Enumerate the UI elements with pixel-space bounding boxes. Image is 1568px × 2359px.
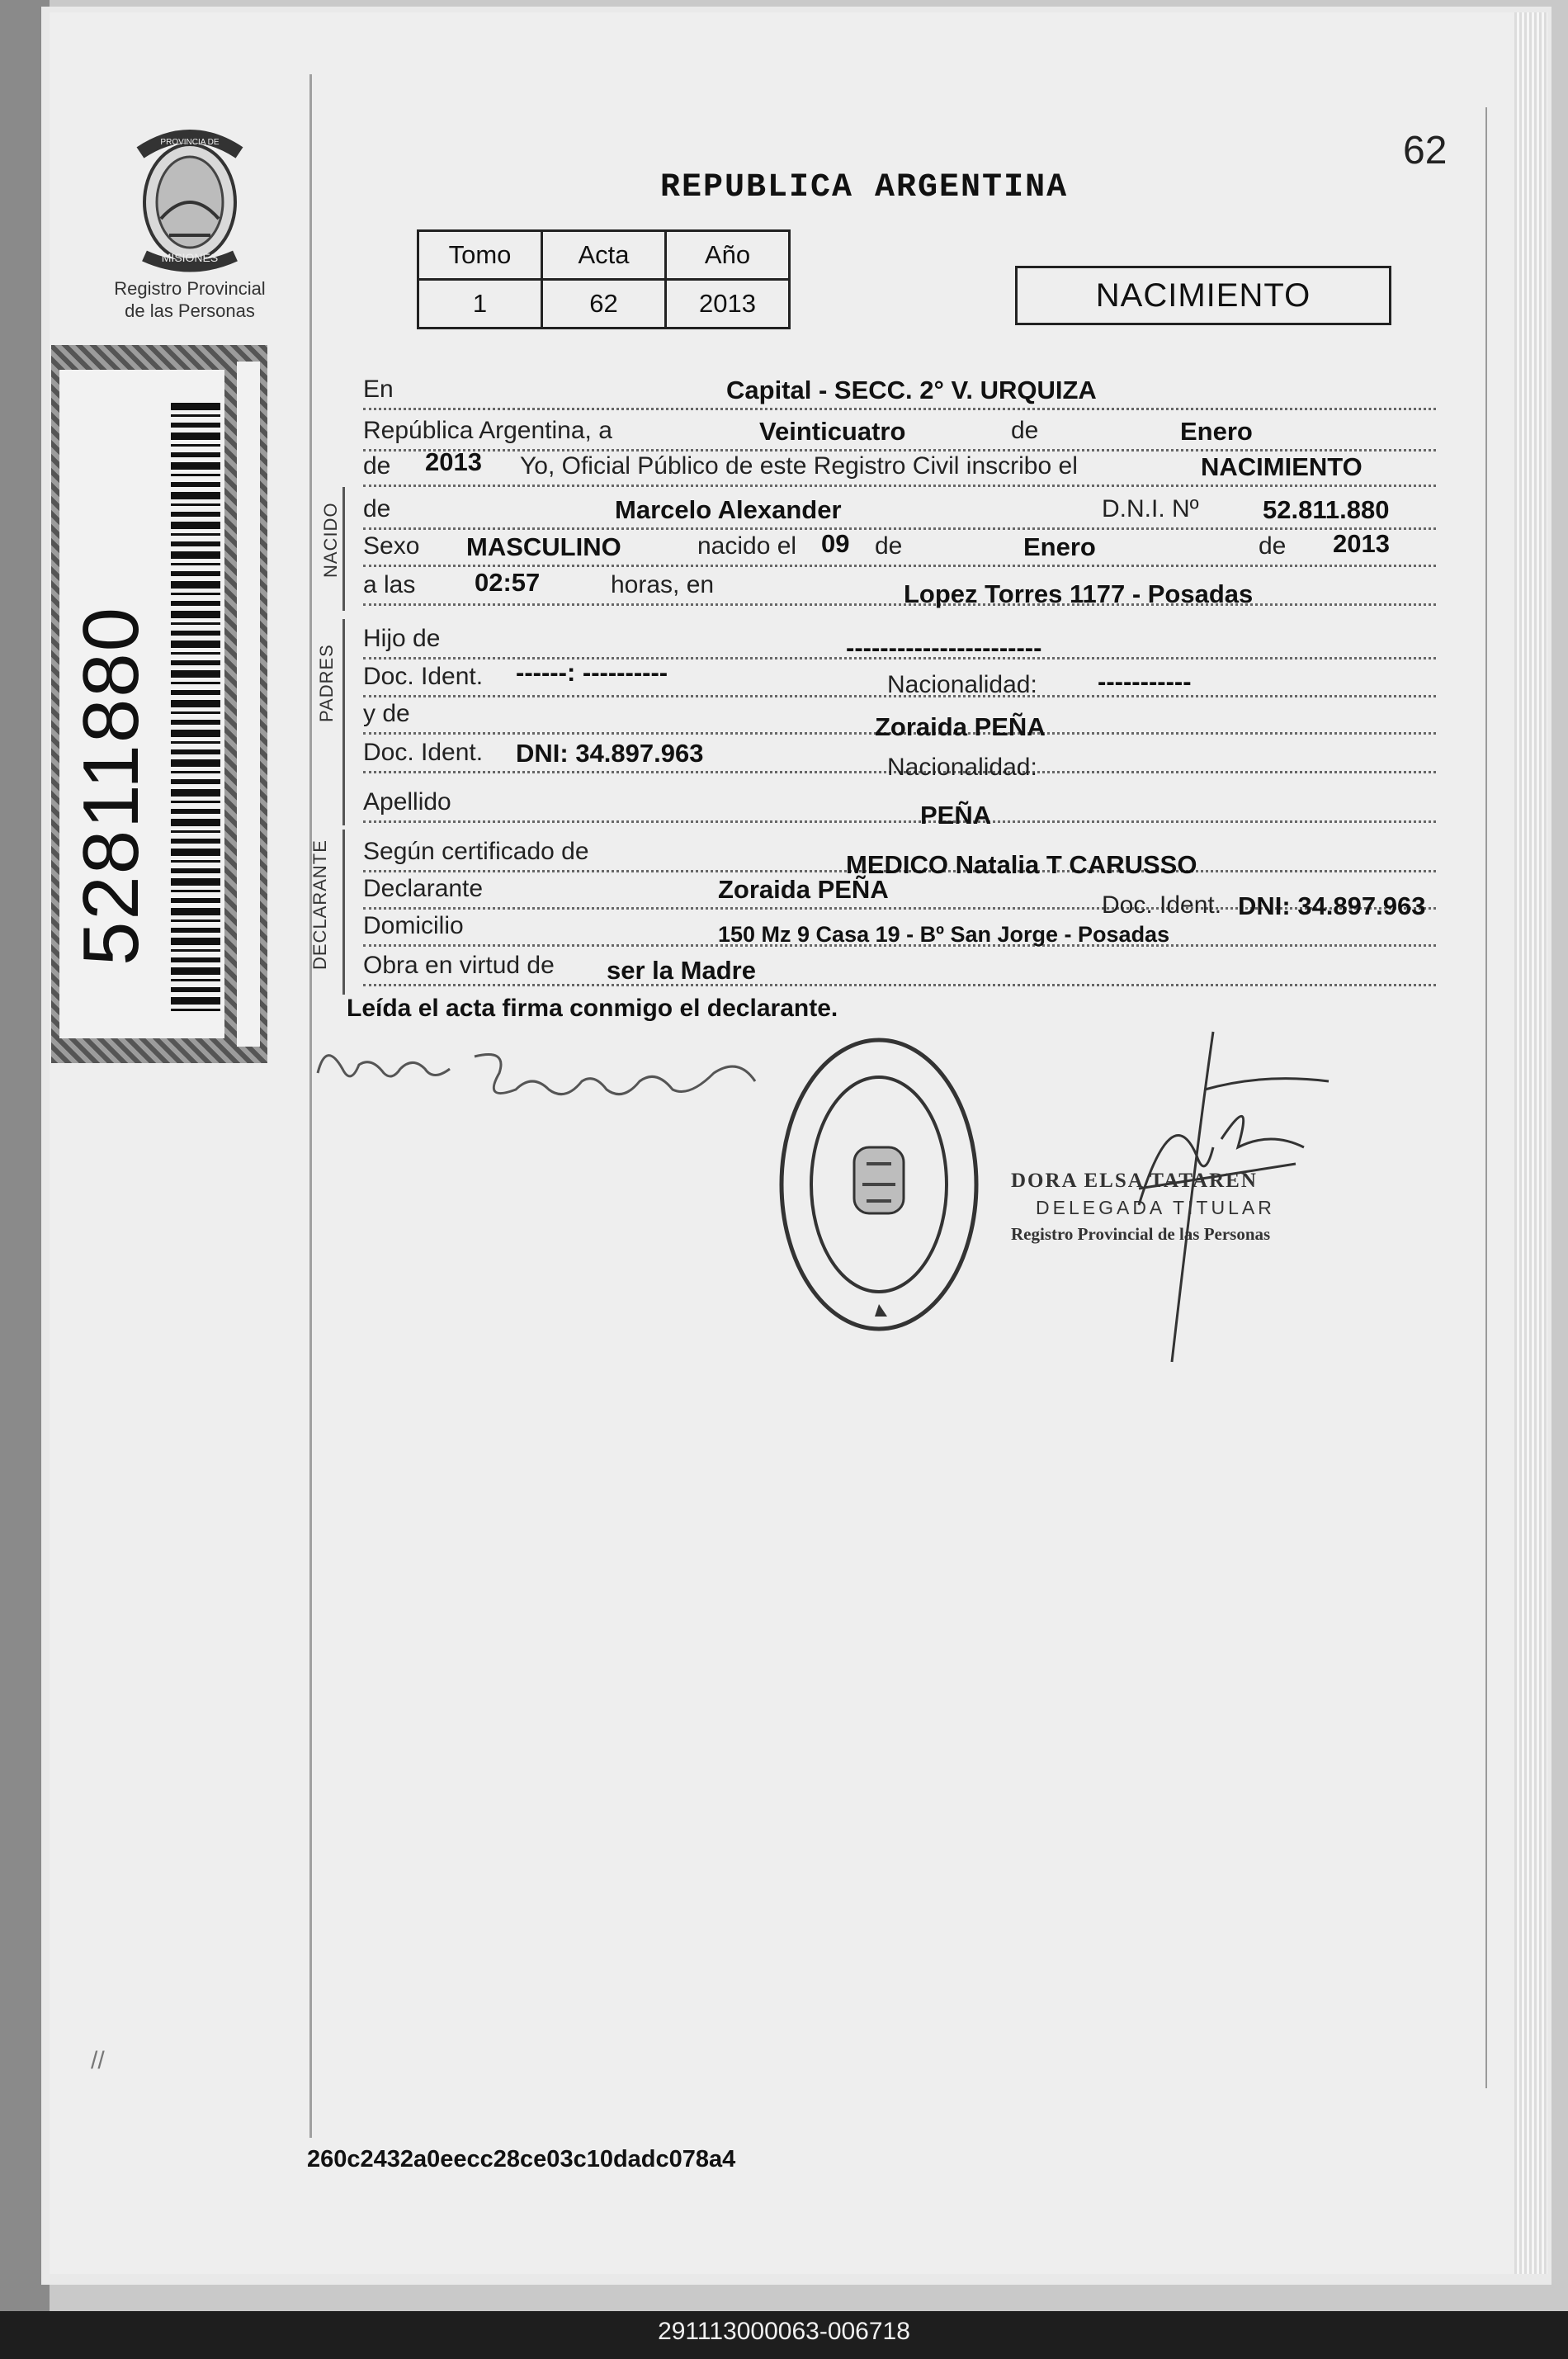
svg-text:PROVINCIA DE: PROVINCIA DE xyxy=(160,138,220,147)
label-segun: Según certificado de xyxy=(363,838,589,865)
document-title: REPUBLICA ARGENTINA xyxy=(660,169,1069,206)
value-nacido-dia: 09 xyxy=(821,529,850,558)
value-hora: 02:57 xyxy=(475,568,541,597)
nacido-section-line xyxy=(342,487,345,611)
value-inscribo: NACIMIENTO xyxy=(1201,452,1363,481)
value-mes: Enero xyxy=(1180,417,1253,446)
margin-mark: // xyxy=(91,2047,105,2074)
value-nombre: Marcelo Alexander xyxy=(615,495,842,524)
label-nac1: Nacionalidad: xyxy=(887,671,1037,698)
value-dia: Veinticuatro xyxy=(759,417,906,446)
misiones-emblem-icon xyxy=(128,120,252,272)
right-margin-line xyxy=(1485,107,1487,2088)
label-oficial: Yo, Oficial Público de este Registro Civil inscribo el xyxy=(520,452,1078,480)
value-obra: ser la Madre xyxy=(607,956,756,985)
barcode-bars xyxy=(171,403,220,1014)
row-domicilio xyxy=(363,912,1436,950)
value-nacido-anio: 2013 xyxy=(1333,529,1390,558)
value-doc1: ------: ---------- xyxy=(516,658,668,687)
value-segun: MEDICO Natalia T CARUSSO xyxy=(846,850,1197,879)
value-hijo: ----------------------- xyxy=(846,633,1042,662)
table-header: Año xyxy=(666,231,790,280)
value-declarante: Zoraida PEÑA xyxy=(718,875,889,904)
label-nacido: nacido el xyxy=(697,532,797,560)
row-republica xyxy=(363,417,1436,455)
table-cell: 2013 xyxy=(666,280,790,329)
row-apellido xyxy=(363,788,1436,830)
declarante-section-line xyxy=(342,830,345,995)
barcode-number: 52811880 xyxy=(67,606,155,966)
value-en: Capital - SECC. 2° V. URQUIZA xyxy=(726,376,1097,404)
label-nac2: Nacionalidad: xyxy=(887,754,1037,781)
label-de-mes: de xyxy=(875,532,903,560)
label-domicilio: Domicilio xyxy=(363,912,464,939)
value-nacido-mes: Enero xyxy=(1023,532,1096,561)
value-nac1: ----------- xyxy=(1098,667,1192,696)
label-de: de xyxy=(1011,417,1039,444)
row-doc2 xyxy=(363,739,1436,781)
label-dni: D.N.I. Nº xyxy=(1102,495,1199,522)
page-number: 62 xyxy=(1403,129,1448,173)
value-doc3: DNI: 34.897.963 xyxy=(1238,891,1426,920)
row-declarante xyxy=(363,875,1436,920)
row-sexo xyxy=(363,529,1436,570)
label-declarante: Declarante xyxy=(363,875,484,902)
label-apellido: Apellido xyxy=(363,788,451,815)
leida-text: Leída el acta firma conmigo el declarante. xyxy=(347,995,838,1022)
registry-label: Registro Provincial de las Personas xyxy=(114,278,266,321)
value-madre: Zoraida PEÑA xyxy=(875,712,1046,741)
row-obra xyxy=(363,952,1436,990)
label-yde: y de xyxy=(363,700,410,727)
registry-table xyxy=(417,229,791,329)
value-sexo: MASCULINO xyxy=(466,532,621,561)
barcode-side-strip xyxy=(237,362,260,1047)
label-doc1: Doc. Ident. xyxy=(363,663,484,690)
row-hora xyxy=(363,568,1436,609)
value-apellido: PEÑA xyxy=(920,801,992,830)
label-de-anio: de xyxy=(1259,532,1287,560)
label-en: En xyxy=(363,376,394,403)
official-seal-icon xyxy=(776,1032,982,1337)
label-doc2: Doc. Ident. xyxy=(363,739,484,766)
label-republica: República Argentina, a xyxy=(363,417,612,444)
row-doc1 xyxy=(363,658,1436,701)
label-obra: Obra en virtud de xyxy=(363,952,555,979)
table-cell: 62 xyxy=(542,280,666,329)
table-header: Acta xyxy=(542,231,666,280)
page-edges xyxy=(1514,12,1547,2274)
table-cell: 1 xyxy=(418,280,542,329)
declarant-signature-icon xyxy=(309,1023,772,1139)
padres-section-line xyxy=(342,619,345,825)
value-dni: 52.811.880 xyxy=(1263,495,1390,524)
row-en xyxy=(363,376,1436,414)
document-hash: 260c2432a0eecc28ce03c10dadc078a4 xyxy=(307,2146,736,2172)
section-label-nacido: NACIDO xyxy=(320,502,341,578)
value-doc2: DNI: 34.897.963 xyxy=(516,739,704,768)
section-label-padres: PADRES xyxy=(316,644,337,722)
table-header: Tomo xyxy=(418,231,542,280)
label-alas: a las xyxy=(363,571,416,598)
row-year xyxy=(363,447,1436,490)
label-doc3: Doc. Ident. xyxy=(1102,891,1222,919)
label-de-nombre: de xyxy=(363,495,391,522)
value-lugar: Lopez Torres 1177 - Posadas xyxy=(904,579,1254,608)
record-type-box: NACIMIENTO xyxy=(1015,266,1391,325)
row-segun xyxy=(363,838,1436,879)
label-hijo: Hijo de xyxy=(363,625,441,652)
label-sexo: Sexo xyxy=(363,532,420,560)
section-label-declarante: DECLARANTE xyxy=(309,839,330,970)
row-nombre xyxy=(363,495,1436,533)
svg-text:MISIONES: MISIONES xyxy=(161,251,219,264)
label-horas: horas, en xyxy=(611,571,715,598)
value-year: 2013 xyxy=(425,447,482,476)
official-stamp: DORA ELSA TATAREN DELEGADA TITULAR Registro Provincial de las Personas xyxy=(1011,1170,1275,1244)
row-madre xyxy=(363,700,1436,741)
label-year-de: de xyxy=(363,452,391,480)
value-domicilio: 150 Mz 9 Casa 19 - Bº San Jorge - Posadas xyxy=(718,922,1170,947)
scan-footer-id: 291113000063-006718 xyxy=(658,2318,910,2345)
